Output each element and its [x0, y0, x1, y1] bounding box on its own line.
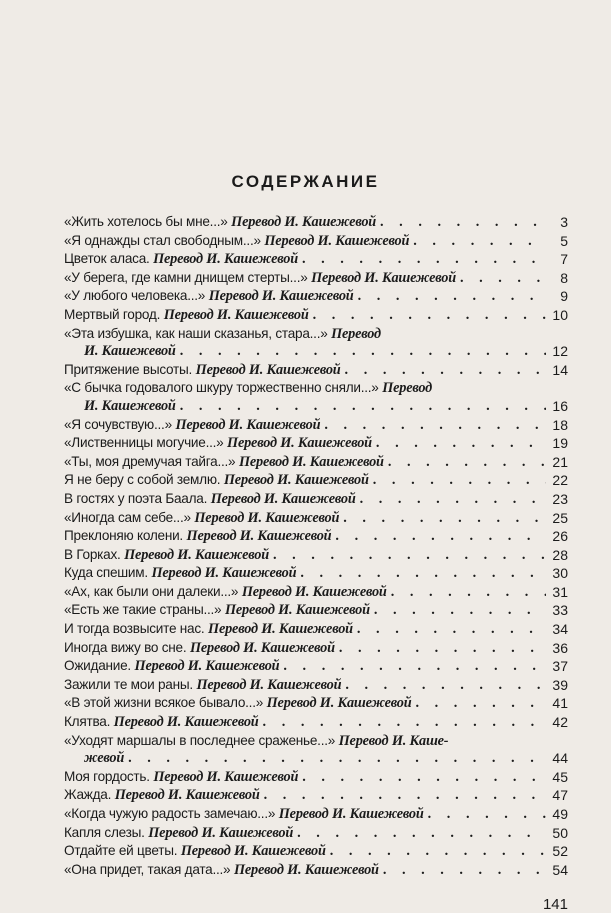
entry-title: «Есть же такие страны...» [64, 602, 222, 618]
dot-leader [330, 843, 546, 861]
entry-translator: Перевод И. Кашежевой [278, 806, 424, 822]
entry-title: Куда спешим. [64, 565, 148, 581]
entry-title: «Уходят маршалы в последнее сраженье...» [64, 732, 336, 748]
toc-entry-line [64, 325, 568, 344]
entry-translator-continued: жевой [84, 750, 125, 767]
entry-translator: Перевод И. Кашежевой [163, 306, 309, 323]
entry-title: «Иногда сам себе...» [64, 509, 191, 525]
entry-page: 47 [552, 787, 568, 804]
toc-entry-line [64, 805, 568, 824]
toc-entry-line [64, 287, 568, 306]
toc-entry-line [64, 601, 568, 620]
dot-leader [273, 547, 546, 565]
entry-translator: Перевод И. Кашежевой [148, 824, 294, 841]
entry-translator: Перевод И. Кашежевой [194, 509, 340, 526]
entry-translator: Перевод И. Кашежевой [186, 528, 332, 545]
entry-page: 14 [552, 361, 568, 378]
dot-leader [416, 695, 547, 713]
toc-entry-line [64, 416, 568, 435]
entry-text [64, 361, 341, 380]
toc-entry[interactable] [64, 490, 568, 509]
entry-text [64, 325, 381, 344]
entry-text [64, 639, 335, 658]
entry-title: Отдайте ей цветы. [64, 843, 178, 859]
entry-title: Иногда вижу во сне. [64, 639, 187, 655]
toc-entry[interactable] [64, 471, 568, 490]
entry-page: 19 [552, 435, 568, 452]
entry-text [64, 583, 387, 602]
dot-leader [180, 398, 546, 416]
entry-text [64, 434, 372, 453]
entry-translator: Перевод И. Кашежевой [241, 583, 387, 600]
dot-leader [128, 750, 546, 768]
toc-entry[interactable] [64, 416, 568, 435]
entry-page: 5 [560, 232, 568, 249]
toc-entry-line [64, 768, 568, 787]
entry-page: 3 [560, 214, 568, 230]
toc-entry-line [64, 786, 568, 805]
entry-text [64, 250, 298, 269]
dot-leader [343, 510, 546, 528]
entry-translator: Перевод И. Кашежевой [189, 639, 335, 656]
entry-text [64, 527, 331, 546]
toc-entry[interactable] [64, 564, 568, 583]
toc-entry[interactable] [64, 361, 568, 380]
entry-title: В гостях у поэта Баала. [64, 490, 208, 506]
toc-entry-line [64, 379, 568, 398]
dot-leader [383, 862, 546, 880]
entry-text [84, 343, 176, 361]
entry-title: «Жить хотелось бы мне...» [64, 214, 228, 229]
entry-translator: Перевод И. Кашежевой [210, 490, 356, 507]
toc-entry-line [64, 343, 568, 361]
entry-text [64, 842, 326, 861]
entry-page: 25 [552, 509, 568, 526]
dot-leader [358, 288, 546, 306]
toc-entry-line [64, 398, 568, 416]
entry-title: «Ах, как были они далеки...» [64, 583, 239, 599]
entry-translator: Перевод И. Кашежевой [311, 269, 456, 286]
toc-entry-line [64, 657, 568, 676]
entry-translator: Перевод И. Кашежевой [196, 676, 342, 693]
dot-leader [339, 640, 546, 658]
entry-translator: Перевод И. Кашежевой [151, 565, 297, 582]
entry-text [64, 805, 424, 824]
dot-leader [391, 584, 546, 602]
entry-page: 10 [552, 306, 568, 323]
entry-translator: Перевод И. Кашежевой [180, 843, 326, 860]
toc-entry[interactable] [64, 583, 568, 602]
toc-entry[interactable] [64, 453, 568, 472]
entry-translator: Перевод И. Кашежевой [175, 416, 321, 433]
dot-leader [460, 270, 546, 288]
entry-page: 49 [552, 806, 568, 822]
entry-page: 34 [552, 621, 568, 638]
toc-entry-line [64, 306, 568, 325]
entry-page: 45 [552, 768, 568, 785]
entry-title: «Я сочувствую...» [64, 416, 172, 432]
entry-page: 22 [552, 472, 568, 489]
dot-leader [264, 787, 546, 805]
toc-entry[interactable] [64, 306, 568, 325]
entry-text [64, 287, 354, 306]
toc-entry-line [64, 713, 568, 732]
entry-page: 39 [552, 676, 568, 693]
dot-leader [300, 565, 546, 583]
entry-title: Преклоняю колени. [64, 528, 183, 544]
toc-entry-line [64, 546, 568, 565]
toc-entry[interactable] [64, 620, 568, 639]
entry-page: 54 [552, 861, 568, 878]
toc-entry[interactable] [64, 732, 568, 768]
entry-title: Зажили те мои раны. [64, 676, 193, 692]
entry-text [64, 732, 448, 751]
entry-title: «Когда чужую радость замечаю...» [64, 806, 276, 821]
dot-leader [263, 714, 546, 732]
entry-text [64, 306, 309, 325]
entry-page: 42 [552, 714, 568, 731]
toc-entry[interactable] [64, 768, 568, 787]
entry-title: «Эта избушка, как наши сказанья, стара...» [64, 325, 328, 341]
toc-entry[interactable] [64, 250, 568, 269]
entry-text [64, 694, 412, 713]
entry-translator: Перевод И. Кашежевой [114, 787, 260, 804]
entry-text [64, 657, 279, 676]
entry-translator: Перевод И. Кашежевой [224, 602, 370, 619]
contents-column [64, 213, 568, 913]
entry-translator: Перевод И. Кашежевой [153, 251, 298, 268]
entry-title: Жажда. [64, 787, 112, 803]
dot-leader [388, 454, 546, 472]
dot-leader [302, 251, 546, 269]
toc-entry[interactable] [64, 842, 568, 861]
toc-entry[interactable] [64, 713, 568, 732]
entry-text [64, 620, 353, 639]
toc-entry-line [64, 509, 568, 528]
entry-translator: Перевод И. Кашежевой [233, 861, 379, 878]
entry-text [64, 509, 339, 528]
entry-page: 12 [552, 343, 568, 360]
entry-translator: Перевод И. Кашежевой [227, 435, 372, 452]
entry-text [64, 861, 379, 880]
toc-entry[interactable] [64, 639, 568, 658]
toc-entry-line [64, 361, 568, 380]
entry-translator: Перевод И. Кашежевой [266, 695, 412, 712]
entry-text [84, 750, 124, 768]
toc-entry[interactable] [64, 786, 568, 805]
entry-text [64, 713, 259, 732]
entry-page: 33 [552, 602, 568, 619]
entry-translator: Перевод И. Кашежевой [134, 658, 280, 675]
entry-page: 31 [552, 583, 568, 600]
toc-entry[interactable] [64, 546, 568, 565]
entry-title: Ожидание. [64, 658, 131, 674]
entry-title: Я не беру с собой землю. [64, 472, 221, 488]
dot-leader [428, 806, 546, 824]
entry-text [64, 269, 456, 288]
toc-entry[interactable] [64, 213, 568, 232]
entry-title: В Горках. [64, 546, 121, 562]
entry-page: 18 [552, 416, 568, 433]
dot-leader [345, 677, 546, 695]
entry-title: «С бычка годовалого шкуру торжественно сняли...» [64, 380, 379, 396]
toc-entry[interactable] [64, 824, 568, 843]
entry-page: 23 [552, 490, 568, 507]
entry-title: «У любого человека...» [64, 288, 206, 304]
entry-page: 52 [552, 843, 568, 860]
entry-title: Капля слезы. [64, 824, 145, 840]
entry-title: «Ты, моя дремучая тайга...» [64, 453, 236, 469]
toc-entry-line [64, 694, 568, 713]
dot-leader [324, 417, 546, 435]
entry-translator: Перевод И. Каше- [338, 732, 449, 749]
contents-heading: СОДЕРЖАНИЕ [231, 172, 380, 191]
toc-entry[interactable] [64, 805, 568, 824]
toc-entry-line [64, 583, 568, 602]
toc-entry-line [64, 842, 568, 861]
toc-entry-line [64, 434, 568, 453]
toc-entry-line [64, 471, 568, 490]
toc-entry-line [64, 639, 568, 658]
entry-page: 9 [560, 288, 568, 305]
entry-text [64, 453, 384, 472]
entry-text [64, 676, 341, 695]
entry-translator: Перевод И. Кашежевой [231, 214, 377, 230]
entry-text [64, 232, 409, 251]
dot-leader [335, 528, 546, 546]
dot-leader [302, 769, 546, 787]
toc-entry[interactable] [64, 379, 568, 415]
toc-entry-line [64, 453, 568, 472]
toc-entry[interactable] [64, 269, 568, 288]
toc-entry[interactable] [64, 657, 568, 676]
entry-translator-continued: И. Кашежевой [84, 343, 176, 360]
entry-page: 50 [552, 824, 568, 841]
toc-entry-line [64, 676, 568, 695]
dot-leader [376, 435, 546, 453]
dot-leader [374, 602, 546, 620]
entry-page: 41 [552, 695, 568, 712]
toc-entry[interactable] [64, 434, 568, 453]
entry-title: «Лиственницы могучие...» [64, 435, 224, 451]
entry-translator: Перевод И. Кашежевой [153, 768, 299, 785]
entry-translator: Перевод [331, 325, 381, 342]
dot-leader [380, 214, 546, 232]
dot-leader [345, 362, 546, 380]
entry-text [64, 786, 260, 805]
entry-text [64, 601, 370, 620]
dot-leader [373, 472, 546, 490]
toc-entry-line [64, 213, 568, 232]
toc-entry-line [64, 250, 568, 269]
dot-leader [283, 658, 546, 676]
dot-leader [357, 621, 546, 639]
entry-title: Притяжение высоты. [64, 361, 193, 377]
entry-page: 44 [552, 750, 568, 767]
entry-text [64, 416, 320, 435]
entry-translator: Перевод И. Кашежевой [264, 232, 410, 249]
entry-text [84, 398, 176, 416]
toc-entry-line [64, 620, 568, 639]
entry-translator-continued: И. Кашежевой [84, 397, 176, 414]
entry-text [64, 768, 298, 787]
entry-text [64, 379, 432, 398]
entry-page: 30 [552, 565, 568, 582]
entry-page: 36 [552, 639, 568, 656]
entry-translator: Перевод И. Кашежевой [223, 472, 369, 489]
entry-title: «У берега, где камни днищем стерты...» [64, 269, 308, 285]
entry-translator: Перевод И. Кашежевой [113, 714, 259, 731]
entry-title: Цветок аласа. [64, 251, 150, 267]
entry-title: «Она придет, такая дата...» [64, 861, 231, 877]
toc-entry-line [64, 527, 568, 546]
entry-translator: Перевод И. Кашежевой [208, 621, 353, 638]
entry-text [64, 471, 369, 490]
toc-entry[interactable] [64, 861, 568, 880]
entry-translator: Перевод И. Кашежевой [195, 361, 341, 378]
entry-page: 21 [552, 453, 568, 470]
entry-text [64, 564, 296, 583]
toc-entry[interactable] [64, 694, 568, 713]
entry-page: 26 [552, 528, 568, 545]
toc-entry-line [64, 732, 568, 751]
entry-title: И тогда возвысите нас. [64, 621, 205, 637]
dot-leader [297, 825, 546, 843]
entry-page: 28 [552, 546, 568, 563]
toc-entry-line [64, 750, 568, 768]
page-number: 141 [542, 896, 568, 913]
toc-entry-line [64, 564, 568, 583]
toc-entry-line [64, 824, 568, 843]
toc-entry-line [64, 490, 568, 509]
entry-title: Клятва. [64, 714, 111, 730]
toc-entry[interactable] [64, 527, 568, 546]
toc-entry-line [64, 269, 568, 288]
entry-title: Моя гордость. [64, 768, 150, 784]
dot-leader [180, 343, 546, 361]
toc-entry[interactable] [64, 676, 568, 695]
entry-page: 8 [560, 269, 568, 286]
entry-page: 7 [560, 251, 568, 268]
entry-title: «В этой жизни всякое бывало...» [64, 695, 264, 711]
entry-text [64, 824, 293, 843]
dot-leader [360, 491, 546, 509]
entry-title: Мертвый город. [64, 306, 161, 322]
entry-translator: Перевод И. Кашежевой [238, 453, 384, 470]
entry-text [64, 213, 376, 232]
entry-page: 37 [552, 658, 568, 675]
toc-entry[interactable] [64, 325, 568, 361]
dot-leader [313, 307, 546, 325]
entry-text [64, 490, 356, 509]
table-of-contents [64, 213, 568, 879]
entry-translator: Перевод И. Кашежевой [208, 288, 354, 305]
toc-entry[interactable] [64, 509, 568, 528]
entry-translator: Перевод [382, 380, 433, 397]
dot-leader [413, 233, 546, 251]
entry-text [64, 546, 269, 565]
entry-translator: Перевод И. Кашежевой [124, 546, 269, 563]
toc-entry[interactable] [64, 601, 568, 620]
toc-entry-line [64, 232, 568, 251]
entry-page: 16 [552, 397, 568, 414]
entry-title: «Я однажды стал свободным...» [64, 232, 261, 248]
toc-entry-line [64, 861, 568, 880]
toc-entry[interactable] [64, 287, 568, 306]
toc-entry[interactable] [64, 232, 568, 251]
